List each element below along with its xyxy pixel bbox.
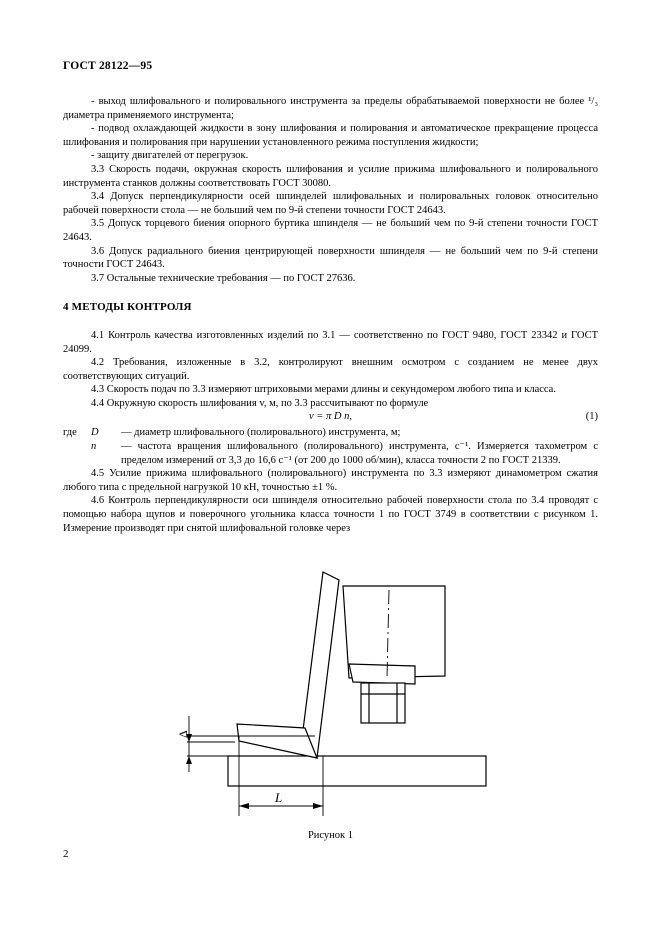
clause-4-3: 4.3 Скорость подач по 3.3 измеряют штриховыми мерами длины и секундомером любого типа и класса. (91, 384, 556, 396)
figure-1-drawing (175, 566, 495, 828)
body-text (63, 95, 598, 535)
document-header: ГОСТ 28122—95 (63, 60, 153, 72)
label-L: L (275, 790, 283, 805)
page-number: 2 (63, 848, 69, 860)
definition-D (63, 426, 598, 440)
clause-4-1: 4.1 Контроль качества изготовленных изделий по 3.1 — соответственно по ГОСТ 9480, ГОСТ 23342 и ГОСТ 24099. (63, 329, 598, 355)
section-4-title: 4 МЕТОДЫ КОНТРОЛЯ (63, 301, 192, 314)
square-horizontal-arm (237, 724, 317, 758)
square-vertical-arm (301, 572, 339, 758)
clause-4-6: 4.6 Контроль перпендикулярности оси шпинделя относительно рабочей поверхности стола по 3.4 проводят с помощью набора щупов и поверочного угольника класса точности 1 по ГОСТ 3749 в соответствии с рисунком 1. Измерение производят при снятой шлифовальной головке через (63, 495, 598, 534)
table-surface (228, 756, 486, 786)
formula: v = π D n, (309, 411, 352, 423)
symbol-n: n (91, 441, 97, 453)
definition-n (63, 440, 598, 467)
bullet-tool-exit: - выход шлифовального и полировального инструмента за пределы обрабатываемой поверхности не более ¹/₃ диаметра применяемого инструмента; (63, 96, 598, 121)
clause-4-5: 4.5 Усилие прижима шлифовального (полировального) инструмента по 3.3 измеряют динамометром сжатия любого типа с предельной нагрузкой 10 кН, точностью ±1 %. (63, 468, 598, 493)
clause-4-4: 4.4 Окружную скорость шлифования v, м, по 3.3 рассчитывают по формуле (91, 397, 429, 409)
formula-number: (1) (585, 411, 598, 423)
clause-3-3: 3.3 Скорость подачи, окружная скорость шлифования и усилие прижима шлифовального и полировального инструмента станков должны соответствовать ГОСТ 30080. (63, 163, 598, 189)
spindle-lower-body (349, 664, 415, 684)
symbol-D: D (91, 427, 99, 439)
clause-3-6: 3.6 Допуск радиального биения центрирующей поверхности шпинделя — не больший чем по 9-й степени точности ГОСТ 24643. (63, 245, 598, 271)
clause-3-5: 3.5 Допуск торцевого биения опорного буртика шпинделя — не больший чем по 9-й степени точности ГОСТ 24643. (63, 218, 598, 243)
clause-4-2: 4.2 Требования, изложенные в 3.2, контролируют внешним осмотром с созданием не менее двух соответствующих ситуаций. (63, 357, 598, 382)
label-delta: Δ (176, 730, 190, 738)
formula-row (63, 410, 598, 426)
bullet-coolant: - подвод охлаждающей жидкости в зону шлифования и полирования и автоматическое прекращение процесса шлифования и полирования при нарушении установленного режима поступления жидкости; (63, 123, 598, 148)
spindle (361, 683, 405, 723)
clause-3-4: 3.4 Допуск перпендикулярности осей шпинделей шлифовальных и полировальных головок относительно рабочей поверхности стола — не больший чем по 9-й степени точности ГОСТ 24643. (63, 191, 598, 216)
bullet-motor-protection: - защиту двигателей от перегрузок. (91, 150, 249, 162)
clause-3-7: 3.7 Остальные технические требования — по ГОСТ 27636. (91, 272, 356, 284)
definition-n-text: — частота вращения шлифовального (полировального) инструмента, с⁻¹. Измеряется тахометром с пределом измерений от 3,3 до 16,6 с⁻¹ (от 200 до 1000 об/мин), класса точности 2 по ГОСТ 21339. (121, 441, 598, 466)
definition-D-text: — диаметр шлифовального (полировального) инструмента, м; (121, 427, 401, 439)
figure-caption: Рисунок 1 (307, 830, 354, 841)
where-label: где (63, 427, 77, 439)
